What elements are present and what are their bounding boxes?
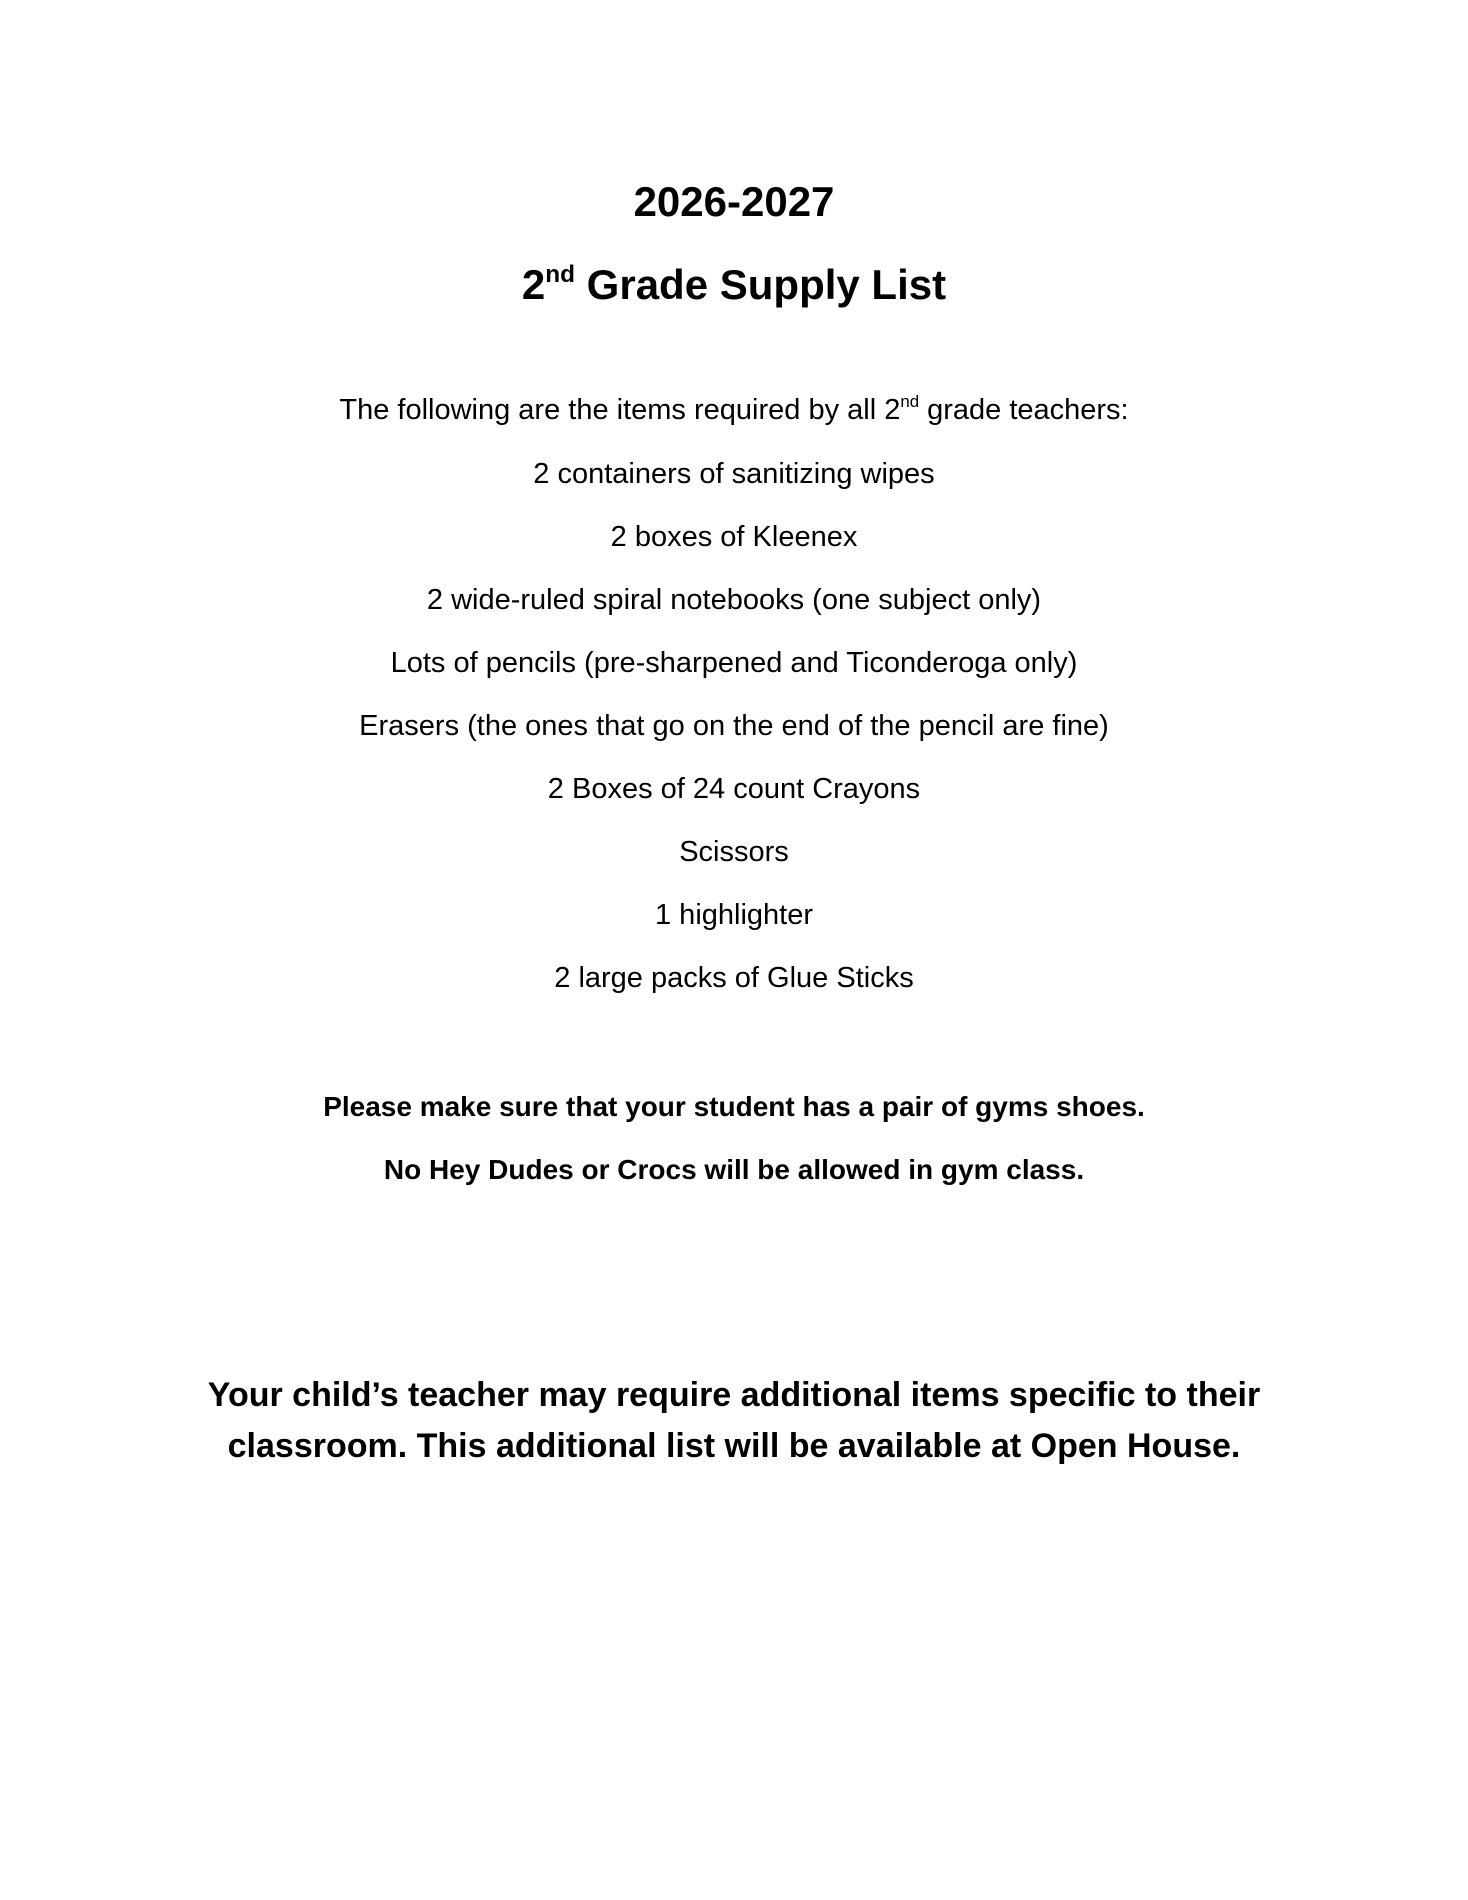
- intro-after: grade teachers:: [919, 394, 1129, 426]
- list-item: 2 large packs of Glue Sticks: [554, 962, 914, 994]
- closing-note: [150, 1370, 1318, 1472]
- page-title: [0, 260, 1468, 310]
- list-item: 2 wide-ruled spiral notebooks (one subject only): [426, 584, 1042, 616]
- title-text: Grade Supply List: [575, 261, 947, 308]
- footwear-restriction-notice: No Hey Dudes or Crocs will be allowed in gym class.: [383, 1154, 1085, 1185]
- closing-line-2: classroom. This additional list will be available at Open House.: [227, 1427, 1241, 1465]
- list-item: Scissors: [679, 836, 789, 868]
- gym-shoes-notice: Please make sure that your student has a pair of gyms shoes.: [323, 1091, 1145, 1122]
- list-item: 2 boxes of Kleenex: [610, 521, 858, 553]
- school-year-heading: 2026-2027: [633, 178, 835, 225]
- grade-number: 2: [521, 261, 546, 308]
- intro-text: [0, 392, 1468, 428]
- list-item: 2 containers of sanitizing wipes: [533, 458, 935, 490]
- intro-suffix: nd: [900, 392, 920, 412]
- intro-before: The following are the items required by all 2: [339, 394, 901, 426]
- list-item: Erasers (the ones that go on the end of the pencil are fine): [359, 710, 1109, 742]
- grade-suffix: nd: [545, 260, 576, 288]
- list-item: 2 Boxes of 24 count Crayons: [547, 773, 921, 805]
- list-item: Lots of pencils (pre-sharpened and Ticonderoga only): [390, 647, 1078, 679]
- list-item: 1 highlighter: [655, 899, 813, 931]
- closing-line-1: Your child’s teacher may require additional items specific to their: [207, 1376, 1261, 1414]
